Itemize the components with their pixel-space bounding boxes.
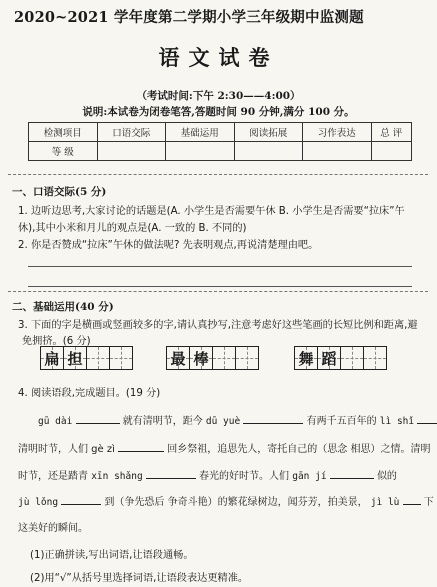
table-header-cell: 检测项目 — [29, 123, 98, 142]
grade-cell[interactable] — [166, 142, 235, 161]
model-char: 蹈 — [321, 349, 337, 368]
q3-line1: 3. 下面的字是横画或竖画较多的字,请认真抄写,注意考虑好这些笔画的长短比例和距离,避 — [18, 320, 418, 331]
fill-blank[interactable] — [118, 441, 164, 452]
grade-cell[interactable] — [303, 142, 372, 161]
tianzi-cell-blank[interactable] — [212, 346, 236, 370]
exam-note: 说明:本试卷为闭卷笔答,答题时间 90 分钟,满分 100 分。 — [82, 106, 355, 118]
tianzi-cell-blank[interactable] — [109, 346, 133, 370]
tianzi-cell — [40, 346, 64, 370]
tianzi-cell — [166, 346, 190, 370]
grade-cell[interactable] — [371, 142, 412, 161]
tianzi-cell — [317, 346, 341, 370]
fill-blank[interactable] — [76, 413, 120, 424]
q2-text: 2. 你是否赞成“拉床”午休的做法呢? 先表明观点,再说清楚理由吧。 — [18, 240, 319, 251]
pinyin-label: jù lǒng — [18, 497, 59, 508]
section1-heading: 一、口语交际(5 分) — [12, 186, 107, 198]
model-char: 最 — [170, 349, 186, 368]
passage-line-5: 这美好的瞬间。 — [18, 523, 88, 534]
passage-text: 下 — [423, 497, 434, 508]
section-divider — [8, 291, 428, 292]
q4-text: 4. 阅读语段,完成题目。(19 分) — [18, 388, 161, 399]
pinyin-label: gū dài — [38, 416, 73, 427]
passage-line-3 — [18, 467, 397, 482]
tianzi-cell-blank[interactable] — [363, 346, 387, 370]
pinyin-label: xīn shǎng — [91, 471, 143, 482]
section-divider — [8, 174, 428, 175]
exam-title: 2020~2021 学年度第二学期小学三年级期中监测题 — [14, 9, 364, 26]
passage-text: 就有清明节，距今 — [122, 416, 203, 427]
table-header-cell: 阅读拓展 — [234, 123, 303, 142]
sub-question-1: (1)正确拼读,写出词语,让语段通畅。 — [30, 550, 194, 561]
fill-blank[interactable] — [417, 413, 437, 424]
subject-title: 语文试卷 — [158, 45, 279, 70]
table-header-cell: 总 评 — [371, 123, 412, 142]
score-table-grade-row — [29, 142, 412, 161]
pinyin-label: jì lù — [370, 497, 400, 508]
grade-cell[interactable] — [234, 142, 303, 161]
passage-line-2 — [18, 440, 430, 455]
q1-line1: 1. 边听边思考,大家讨论的话题是(A. 小学生是否需要午休 B. 小学生是否需要“拉床”午 — [18, 206, 405, 217]
pinyin-label: lì shǐ — [379, 416, 415, 427]
model-char: 担 — [67, 349, 83, 368]
tianzi-cell — [63, 346, 87, 370]
fill-blank[interactable] — [243, 413, 303, 424]
exam-time: （考试时间:下午 2:30——4:00） — [136, 90, 301, 102]
q1-line2: 休),其中小米和月儿的观点是(A. 一致的 B. 不同的) — [18, 223, 247, 234]
grade-cell[interactable] — [97, 142, 166, 161]
score-table-header-row — [29, 123, 412, 142]
tianzi-group-1 — [40, 346, 132, 370]
fill-blank[interactable] — [330, 468, 374, 479]
section2-heading: 二、基础运用(40 分) — [12, 301, 114, 313]
passage-text: 有两千五百年的 — [306, 416, 377, 427]
table-header-cell: 基础运用 — [166, 123, 235, 142]
passage-text: 似的 — [376, 471, 397, 482]
model-char: 舞 — [298, 349, 314, 368]
fill-blank[interactable] — [146, 468, 196, 479]
tianzi-cell-blank[interactable] — [340, 346, 364, 370]
tianzi-cell-blank[interactable] — [86, 346, 110, 370]
table-header-cell: 习作表达 — [303, 123, 372, 142]
score-table — [28, 122, 412, 161]
answer-line[interactable] — [28, 286, 412, 287]
passage-text: 春光的好时节。人们 — [199, 471, 290, 482]
passage-text: 清明时节，人们 gè zì — [18, 444, 115, 455]
table-header-cell: 口语交际 — [97, 123, 166, 142]
tianzi-group-2 — [166, 346, 258, 370]
pinyin-label: gān jí — [292, 471, 327, 482]
model-char: 扁 — [44, 349, 60, 368]
tianzi-group-3 — [294, 346, 386, 370]
tianzi-cell — [189, 346, 213, 370]
fill-blank[interactable] — [61, 494, 101, 505]
grade-label: 等 级 — [29, 142, 98, 161]
q3-line2: 免拥挤。(6 分) — [22, 336, 91, 347]
passage-text: 回乡祭祖，追思先人，寄托自己的（思念 相思）之情。清明 — [167, 444, 431, 455]
answer-line[interactable] — [28, 266, 412, 267]
fill-blank[interactable] — [403, 494, 421, 505]
passage-text: 时节，还是踏青 — [18, 471, 88, 482]
tianzi-cell — [294, 346, 318, 370]
model-char: 棒 — [193, 349, 209, 368]
tianzi-cell-blank[interactable] — [235, 346, 259, 370]
pinyin-label: dū yuè — [205, 416, 241, 427]
passage-line-4 — [18, 493, 434, 508]
passage-line-1 — [38, 412, 437, 427]
sub-question-2: (2)用“√”从括号里选择词语,让语段表达更精准。 — [30, 573, 249, 584]
passage-text: 到（争先恐后 争奇斗艳）的繁花绿树边，闻芬芳，拍美景， — [104, 497, 368, 508]
